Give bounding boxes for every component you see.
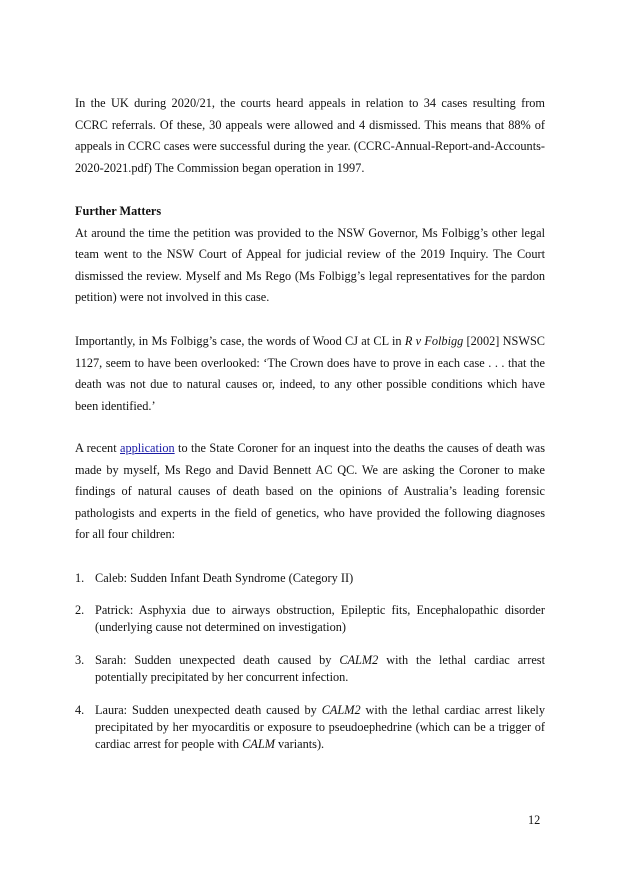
application-link[interactable]: application bbox=[120, 441, 175, 455]
list-text: Caleb: Sudden Infant Death Syndrome (Category II) bbox=[95, 571, 354, 585]
paragraph-coroner-application bbox=[75, 438, 545, 546]
paragraph-text: In the UK during 2020/21, the courts heard appeals in relation to 34 cases resulting from CCRC referrals. Of these, 30 appeals were allowed and 4 dismissed. This means that 88% of appeals in CCRC cases were successful during the year. (CCRC-Annual-Report-and-Accounts-2020-2021.pdf) The Commission began operation in 1997. bbox=[75, 96, 545, 175]
list-item bbox=[75, 570, 545, 587]
paragraph-segment: [2002] NSWSC 1127, seem to have been overlooked: ‘The Crown does have to prove in each case . . . that the death was not due to natural causes or, indeed, to any other possible conditions which have been identified.’ bbox=[75, 334, 545, 413]
gene-name: CALM bbox=[242, 737, 275, 751]
case-name: R v Folbigg bbox=[404, 334, 464, 348]
list-segment: Laura: Sudden unexpected death caused by bbox=[95, 703, 322, 717]
paragraph-text: At around the time the petition was provided to the NSW Governor, Ms Folbigg’s other legal team went to the NSW Court of Appeal for judicial review of the 2019 Inquiry. The Court dismissed the review. Myself and Ms Rego (Ms Folbigg’s legal representatives for the pardon petition) were not involved in this case. bbox=[75, 225, 545, 304]
list-text: Patrick: Asphyxia due to airways obstruction, Epileptic fits, Encephalopathic disorder (underlying cause not determined on investigation) bbox=[95, 603, 545, 634]
paragraph-ccrc-statistics bbox=[75, 93, 545, 179]
list-segment: Sarah: Sudden unexpected death caused by bbox=[95, 653, 340, 667]
list-segment: with the lethal cardiac arrest potentially precipitated by her concurrent infection. bbox=[95, 653, 546, 684]
gene-name: CALM2 bbox=[321, 703, 361, 717]
paragraph-segment: A recent bbox=[75, 441, 120, 455]
list-number: 2. bbox=[75, 603, 85, 617]
gene-name: CALM2 bbox=[339, 653, 379, 667]
list-number: 4. bbox=[75, 703, 85, 717]
paragraph-segment: to the State Coroner for an inquest into the deaths the causes of death was made by myself, Ms Rego and David Bennett AC QC. We are asking the Coroner to make findings of natural causes of death based on the opinions of Australia’s leading forensic pathologists and experts in the field of genetics, who have provided the following diagnoses for all four children: bbox=[75, 441, 545, 541]
paragraph-wood-cj-quote bbox=[75, 331, 545, 417]
list-segment: with the lethal cardiac arrest likely precipitated by her myocarditis or exposure to pseudoephedrine (which can be a trigger of cardiac arrest for people with bbox=[95, 703, 546, 751]
paragraph-text bbox=[75, 331, 545, 417]
list-segment: variants). bbox=[274, 737, 325, 751]
list-item bbox=[75, 652, 545, 686]
list-item bbox=[75, 602, 545, 636]
section-further-matters bbox=[75, 201, 545, 309]
list-item bbox=[75, 702, 545, 753]
section-heading: Further Matters bbox=[75, 204, 162, 218]
list-text bbox=[95, 702, 545, 753]
paragraph-text bbox=[75, 438, 545, 546]
paragraph-segment: Importantly, in Ms Folbigg’s case, the words of Wood CJ at CL in bbox=[75, 334, 405, 348]
page-number: 12 bbox=[528, 813, 541, 827]
list-number: 1. bbox=[75, 571, 85, 585]
list-number: 3. bbox=[75, 653, 85, 667]
list-text bbox=[95, 652, 545, 686]
